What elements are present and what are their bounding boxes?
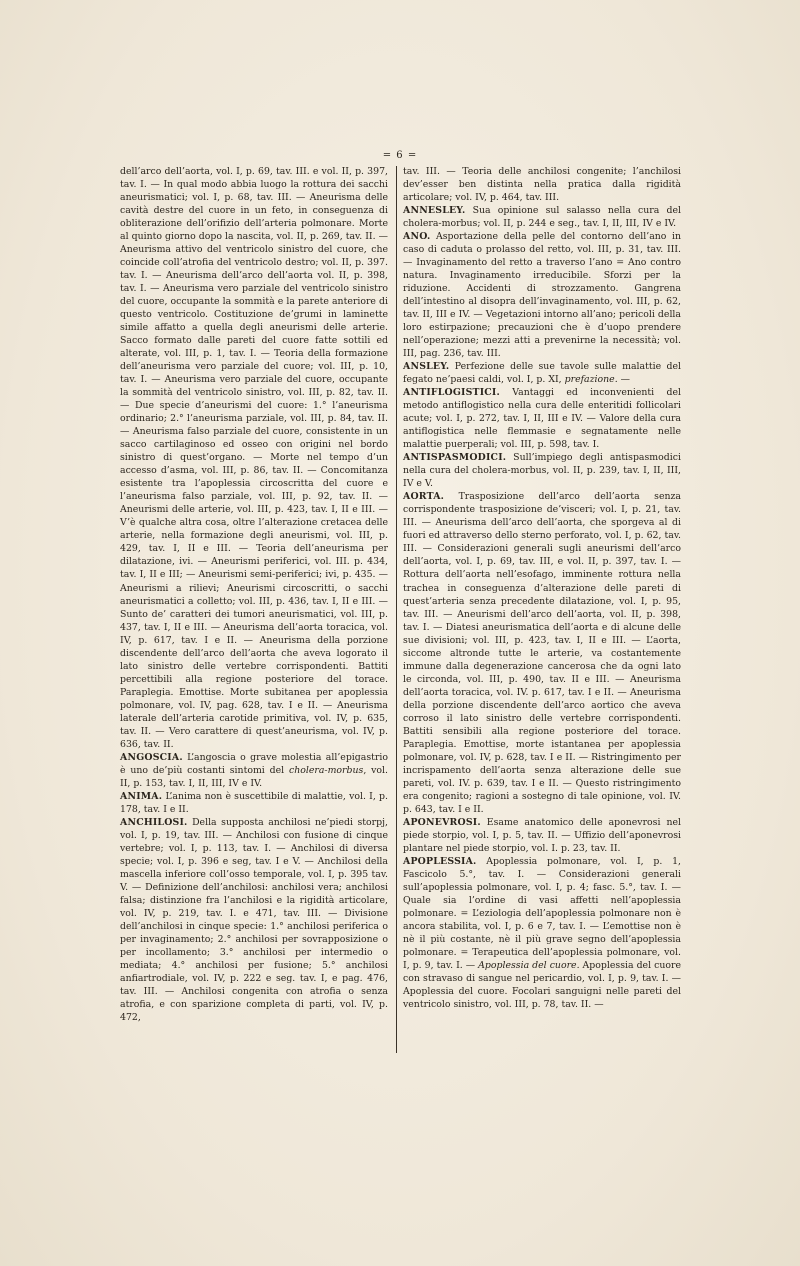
- index-entry: [403, 451, 681, 490]
- entry-text: L’anima non è suscettibile di malattie, vol. I, p. 178, tav. I e II.: [120, 790, 388, 815]
- index-entry: [120, 751, 388, 790]
- entry-text: L’angoscia o grave molestia all’epigastrio è uno de’più costanti sintomi del: [120, 751, 388, 776]
- entry-head: ANSLEY.: [403, 361, 450, 373]
- entry-text: Perfezione delle sue tavole sulle malattie del fegato ne’paesi caldi, vol. I, p. XI,: [403, 361, 681, 386]
- entry-text-after: , vol. II, p. 153, tav. I, II, III, IV e IV.: [120, 764, 389, 789]
- index-entry: [403, 816, 681, 855]
- entry-head: ANO.: [403, 231, 431, 243]
- index-entry: [403, 230, 681, 360]
- entry-italic: cholera-morbus: [288, 764, 364, 776]
- entry-text: Trasposizione dell’arco dell’aorta senza corrispondente trasposizione de’visceri; vol. I, p. 21, tav. III. — Aneurisma dell’arco dell’aorta, che sporgeva al di fuori ed attraverso dello sterno perforato, vol. I, p. 62, tav. III. — Considerazioni generali sugli aneurismi dell’arco dell’aorta, vol. I, p. 69, tav. III, e vol. II, p. 397, tav. I. — Rottura dell’aorta nell’esofago, imminente rottura nella trachea in conseguenza d’alterazione delle pareti di quest’arteria senza precedente dilatazione, vol. I, p. 95, tav. III. — Aneurismi dell’arco dell’aorta, vol. II, p. 398, tav. I. — Diatesi aneurismatica dell’aorta e di alcune delle sue divisioni; vol. III, p. 423, tav. I, II e III. — L’aorta, siccome altronde tutte le arterie, va costantemente immune dalla degenerazione cancerosa che da ogni lato le circonda, vol. III, p. 490, tav. II e III. — Aneurisma dell’aorta toracica, vol. IV. p. 617, tav. I e II. — Aneurisma della porzione discendente dell’arco aortico che aveva corroso il lato sinistro delle vertebre corrispondenti. Battiti sensibili alla regione posteriore del torace. Paraplegia. Emottise, morte istantanea per apoplessia polmonare, vol. IV, p. 628, tav. I e II. — Ristringimento per incrispamento dell’aorta senza alterazione delle sue pareti, vol. IV. p. 639, tav. I e II. — Questo ristringimento era congenito; ragioni a sostegno di tale opinione, vol. IV. p. 643, tav. I e II.: [403, 491, 681, 815]
- entry-head: ANNESLEY.: [403, 205, 466, 217]
- index-entry: [403, 490, 681, 815]
- index-entry: [120, 790, 388, 816]
- left-column: [120, 165, 388, 1024]
- entry-head: ANIMA.: [120, 790, 163, 802]
- entry-italic: prefazione: [564, 374, 615, 386]
- entry-text: Apoplessia polmonare, vol. I, p. 1, Fascicolo 5.°, tav. I. — Considerazioni generali sull’apoplessia polmonare, vol. I, p. 4; fasc. 5.°, tav. I. — Quale sia l’ordine di vasi affetti nell’apoplessia polmonare. = L’eziologia dell’apoplessia polmonare non è ancora stabilita, vol. I, p. 6 e 7, tav. I. — L’emottise non è nè il più costante, nè il più grave segno dell’apoplessia polmonare. = Terapeutica dell’apoplessia polmonare, vol. I, p. 9, tav. I. —: [403, 855, 681, 971]
- entry-text: dell’arco dell’aorta, vol. I, p. 69, tav. III. e vol. II, p. 397, tav. I. — In qual modo abbia luogo la rottura dei sacchi aneurismatici; vol. I, p. 68, tav. III. — Aneurisma delle cavità destre del cuore in un feto, in conseguenza di obliterazione dell’orifizio dell’arteria polmonare. Morte al quinto giorno dopo la nascita, vol. II, p. 269, tav. II. — Aneurisma attivo del ventricolo sinistro del cuore, che coincide coll’atrofia del ventricolo destro; vol. II, p. 397. tav. I. — Aneurisma dell’arco dell’aorta vol. II, p. 398, tav. I. — Aneurisma vero parziale del ventricolo sinistro del cuore, occupante la sommità e la parete anteriore di questo ventricolo. Costituzione de’grumi in laminette simile affatto a quella degli aneurismi delle arterie. Sacco formato dalle pareti del cuore fatte sottili ed alterate, vol. III, p. 1, tav. I. — Teoria della formazione dell’aneurisma vero parziale del cuore; vol. III, p. 10, tav. I. — Aneurisma vero parziale del cuore, occupante la sommità del ventricolo sinistro, vol. III, p. 82, tav. II. — Due specie d’aneurismi del cuore: 1.° l’aneurisma ordinario; 2.° l’aneurisma parziale, vol. III, p. 84, tav. II. — Aneurisma falso parziale del cuore, consistente in un sacco cartilaginoso ed osseo con origini nel bordo sinistro di quest’organo. — Morte nel tempo d’un accesso d’asma, vol. III, p. 86, tav. II. — Concomitanza esistente tra l’apoplessia circoscritta del cuore e l’aneurisma falso parziale, vol. III, p. 92, tav. II. — Aneurismi delle arterie, vol. III, p. 423, tav. I, II e III. — V’è qualche altra cosa, oltre l’alterazione cretacea delle arterie, nella formazione degli aneurismi, vol. III, p. 429, tav. I, II e III. — Teoria dell’aneurisma per dilatazione, ivi. — Aneurismi periferici, vol. III. p. 434, tav. I, II e III; — Aneurismi semi-periferici; ivi, p. 435. — Aneurismi a rilievi; Aneurismi circoscritti, o sacchi aneurismatici a colletto; vol. III, p. 436, tav. I, II e III. — Sunto de’ caratteri dei tumori aneurismatici, vol. III, p. 437, tav. I, II e III. — Aneurisma dell’aorta toracica, vol. IV, p. 617, tav. I e II. — Aneurisma della porzione discendente dell’arco dell’aorta che aveva logorato il lato sinistro delle vertebre corrispondenti. Battiti percettibili alla regione posteriore del torace. Paraplegia. Emottise. Morte subitanea per apoplessia polmonare, vol. IV, pag. 628, tav. I e II. — Aneurisma laterale dell’arteria carotide primitiva, vol. IV, p. 635, tav. II. — Vero carattere di quest’aneurisma, vol. IV, p. 636, tav. II.: [120, 166, 388, 750]
- index-entry: [403, 855, 681, 1011]
- entry-head: ANTIFLOGISTICI.: [403, 387, 500, 399]
- entry-text: Della supposta anchilosi ne’piedi storpj, vol. I, p. 19, tav. III. — Anchilosi con fusione di cinque vertebre; vol. I, p. 113, tav. I. — Anchilosi di diversa specie; vol. I, p. 396 e seg, tav. I e V. — Anchilosi della mascella inferiore coll’osso temporale, vol. I, p. 395 tav. V. — Definizione dell’anchilosi: anchilosi vera; anchilosi falsa; distinzione fra l’anchilosi e la rigidità articolare, vol. IV, p. 219, tav. I. e 471, tav. III. — Divisione dell’anchilosi in cinque specie: 1.° anchilosi periferica o per invaginamento; 2.° anchilosi per sovrapposizione o per incollamento; 3.° anchilosi per intermedio o mediata; 4.° anchilosi per fusione; 5.° anchilosi anfiartrodiale, vol. IV, p. 222 e seg. tav. I, e pag. 476, tav. III. — Anchilosi congenita con atrofia o senza atrofia, e con sparizione completa di parti, vol. IV, p. 472,: [120, 816, 388, 1024]
- entry-head: ANTISPASMODICI.: [403, 452, 507, 464]
- entry-head: ANGOSCIA.: [120, 751, 183, 763]
- entry-text-after: . —: [614, 374, 631, 386]
- entry-italic: Apoplessia del cuore: [478, 959, 577, 971]
- entry-head: APOPLESSIA.: [403, 855, 477, 867]
- entry-text: Vantaggi ed inconvenienti del metodo antiflogistico nella cura delle enteritidi follicolari acute; vol. I, p. 272, tav. I, II, III e IV. — Valore della cura antiflogistica nelle flemmasie e segnatamente nelle malattie puerperali; vol. III, p. 598, tav. I.: [403, 387, 681, 451]
- entry-text: Sua opinione sul salasso nella cura del cholera-morbus; vol. II, p. 244 e seg., tav. I, II, III, IV e IV.: [403, 205, 681, 230]
- index-entry: [403, 360, 681, 386]
- index-entry: [403, 386, 681, 451]
- entry-text-after: . Apoplessia del cuore con stravaso di sangue nel pericardio, vol. I, p. 9, tav. I. — Apoplessia del cuore. Focolari sanguigni nelle pareti del ventricolo sinistro, vol. III, p. 78, tav. II. —: [403, 959, 681, 1010]
- entry-text: tav. III. — Teoria delle anchilosi congenite; l’anchilosi dev’esser ben distinta nella pratica dalla rigidità articolare; vol. IV, p. 464, tav. III.: [403, 166, 681, 204]
- entry-head: AORTA.: [403, 491, 445, 503]
- entry-head: ANCHILOSI.: [120, 816, 188, 828]
- index-entry: [403, 204, 681, 230]
- entry-text: Asportazione della pelle del contorno dell’ano in caso di caduta o prolasso del retto, vol. III, p. 31, tav. III. — Invaginamento del retto a traverso l’ano = Ano contro natura. Invaginamento irreducibile. Sforzi per la riduzione. Accidenti di strozzamento. Gangrena dell’intestino al disopra dell’invaginamento, vol. III, p. 62, tav. II, III e IV. — Vegetazioni intorno all’ano; pericoli della loro estirpazione; precauzioni che è d’uopo prendere nell’operazione; mezzi atti a prevenirne la necessità; vol. III, pag. 236, tav. III.: [403, 231, 681, 360]
- entry-head: APONEVROSI.: [403, 816, 481, 828]
- index-entry: [120, 165, 388, 751]
- entry-text: Esame anatomico delle aponevrosi nel piede storpio, vol. I, p. 5, tav. II. — Uffizio dell’aponevrosi plantare nel piede storpio, vol. I. p. 23, tav. II.: [403, 816, 681, 854]
- right-column: [403, 165, 681, 1011]
- entry-text: Sull’impiego degli antispasmodici nella cura del cholera-morbus, vol. II, p. 239, tav. I, II, III, IV e V.: [403, 452, 681, 490]
- column-divider: [396, 166, 397, 1053]
- index-entry: [403, 165, 681, 204]
- index-entry: [120, 816, 388, 1024]
- page-number: = 6 =: [382, 150, 418, 161]
